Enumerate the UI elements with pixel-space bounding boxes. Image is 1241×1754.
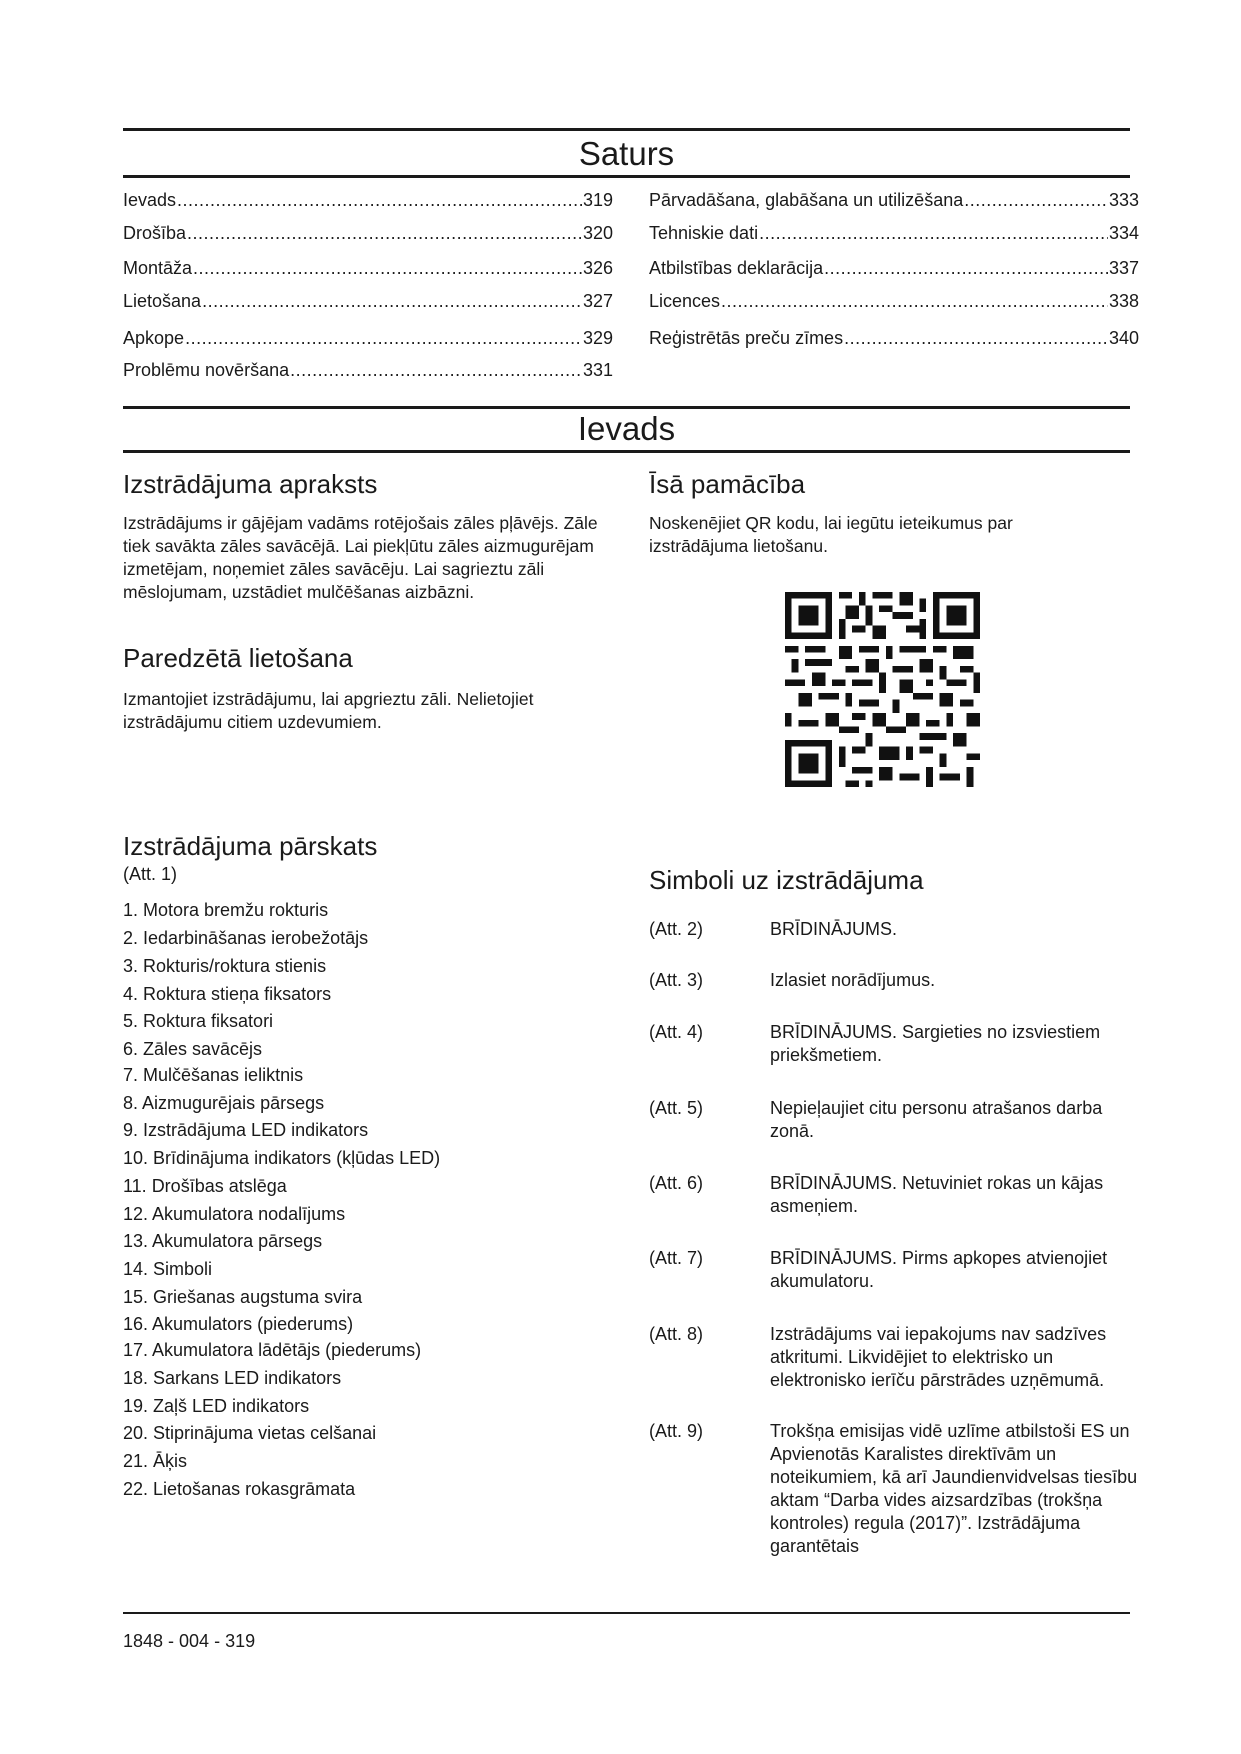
toc-entry[interactable] [649,190,1139,214]
symbol-ref: (Att. 8) [649,1324,704,1344]
toc-leader [187,223,582,244]
overview-item: 10. Brīdinājuma indikators (kļūdas LED) [123,1148,441,1168]
intended-use-text: Izmantojiet izstrādājumu, lai apgrieztu zāli. Nelietojiet izstrādājumu citiem uzdevumiem. [123,689,534,732]
toc-entry[interactable] [649,223,1139,247]
symbol-text: Trokšņa emisijas vidē uzlīme atbilstoši ES un Apvienotās Karalistes direktīvām un noteikumiem, kā arī Jaundienvidvelsas tiesību aktam “Darba vides aizsardzības (trokšņa kontroles) regula (2017)”. Izstrādājuma garantētais [770,1421,1138,1556]
toc-entry[interactable] [123,223,613,247]
symbol-text: BRĪDINĀJUMS. [770,919,898,939]
intended-use-heading: Paredzētā lietošana [123,643,353,673]
toc-entry-label: Atbilstības deklarācija [649,258,824,278]
toc-entry-page: 319 [582,190,613,210]
overview-item: 21. Āķis [123,1451,188,1471]
symbols-heading: Simboli uz izstrādājuma [649,865,924,895]
toc-entry-label: Problēmu novēršana [123,360,290,380]
toc-leader [759,223,1108,244]
toc-leader [290,360,582,381]
toc-entry-label: Tehniskie dati [649,223,759,243]
description-text: Izstrādājums ir gājējam vadāms rotējošais zāles pļāvējs. Zāle tiek savākta zāles savācējā. Lai piekļūtu zāles aizmugurējam izmetējam, noņemiet zāles savācēju. Lai sagrieztu zāli mēslojumam, uzstādiet mulčēšanas aizbāzni. [123,513,598,602]
symbol-ref: (Att. 6) [649,1173,704,1193]
toc-leader [193,258,582,279]
toc-leader [185,328,582,349]
page-number: 1848 - 004 - 319 [123,1631,256,1651]
symbol-ref: (Att. 5) [649,1098,704,1118]
toc-entry-label: Licences [649,291,721,311]
toc-entry-page: 329 [582,328,613,348]
symbol-ref: (Att. 3) [649,970,704,990]
toc-entry[interactable] [123,258,613,282]
overview-item: 6. Zāles savācējs [123,1039,263,1059]
symbol-text: Nepieļaujiet citu personu atrašanos darba zonā. [770,1098,1103,1141]
overview-item: 5. Roktura fiksatori [123,1011,274,1031]
quick-guide-heading: Īsā pamācība [649,469,806,499]
toc-leader [964,190,1108,211]
toc-entry-page: 340 [1108,328,1139,348]
toc-bottom-rule [123,175,1130,178]
toc-entry-page: 337 [1108,258,1139,278]
toc-entry-label: Ievads [123,190,177,210]
toc-entry-page: 331 [582,360,613,380]
quick-guide-text: Noskenējiet QR kodu, lai iegūtu ieteikumus par izstrādājuma lietošanu. [649,513,1013,556]
toc-leader [844,328,1108,349]
toc-entry[interactable] [123,291,613,315]
symbol-ref: (Att. 4) [649,1022,704,1042]
toc-entry-label: Lietošana [123,291,202,311]
symbol-text: BRĪDINĀJUMS. Sargieties no izsviestiem priekšmetiem. [770,1022,1101,1065]
toc-leader [721,291,1108,312]
qr-code-icon [785,592,980,787]
overview-item: 12. Akumulatora nodalījums [123,1204,346,1224]
toc-entry-label: Reģistrētās preču zīmes [649,328,844,348]
toc-entry-label: Pārvadāšana, glabāšana un utilizēšana [649,190,964,210]
footer-rule [123,1612,1130,1614]
overview-item: 11. Drošības atslēga [123,1176,287,1196]
overview-ref: (Att. 1) [123,864,178,884]
overview-item: 15. Griešanas augstuma svira [123,1287,363,1307]
toc-entry-label: Apkope [123,328,185,348]
overview-item: 20. Stiprinājuma vietas celšanai [123,1423,377,1443]
toc-leader [177,190,582,211]
overview-item: 16. Akumulators (piederums) [123,1314,354,1334]
overview-item: 8. Aizmugurējais pārsegs [123,1093,325,1113]
overview-item: 17. Akumulatora lādētājs (piederums) [123,1340,422,1360]
toc-entry-page: 326 [582,258,613,278]
symbol-text: BRĪDINĀJUMS. Pirms apkopes atvienojiet akumulatoru. [770,1248,1108,1291]
toc-leader [202,291,582,312]
overview-item: 4. Roktura stieņa fiksators [123,984,332,1004]
toc-entry[interactable] [649,291,1139,315]
toc-entry-page: 320 [582,223,613,243]
toc-entry-label: Drošība [123,223,187,243]
overview-item: 3. Rokturis/roktura stienis [123,956,327,976]
intro-title: Ievads [577,410,676,447]
toc-entry-page: 333 [1108,190,1139,210]
overview-item: 9. Izstrādājuma LED indikators [123,1120,369,1140]
intro-bottom-rule [123,450,1130,453]
toc-entry-label: Montāža [123,258,193,278]
symbol-ref: (Att. 7) [649,1248,704,1268]
toc-entry-page: 334 [1108,223,1139,243]
toc-top-rule [123,128,1130,131]
toc-entry-page: 327 [582,291,613,311]
overview-item: 18. Sarkans LED indikators [123,1368,342,1388]
overview-item: 13. Akumulatora pārsegs [123,1231,323,1251]
toc-entry[interactable] [649,328,1139,352]
toc-entry-page: 338 [1108,291,1139,311]
overview-item: 7. Mulčēšanas ieliktnis [123,1065,304,1085]
toc-entry[interactable] [123,190,613,214]
toc-entry[interactable] [123,360,613,384]
toc-title: Saturs [578,135,675,172]
symbol-text: Izlasiet norādījumus. [770,970,936,990]
overview-heading: Izstrādājuma pārskats [123,831,378,861]
overview-item: 14. Simboli [123,1259,213,1279]
overview-item: 1. Motora bremžu rokturis [123,900,329,920]
description-heading: Izstrādājuma apraksts [123,469,378,499]
overview-item: 22. Lietošanas rokasgrāmata [123,1479,356,1499]
symbol-text: BRĪDINĀJUMS. Netuviniet rokas un kājas asmeņiem. [770,1173,1104,1216]
toc-entry[interactable] [123,328,613,352]
toc-leader [824,258,1108,279]
symbol-text: Izstrādājums vai iepakojums nav sadzīves atkritumi. Likvidējiet to elektrisko un elektronisko ierīču pārstrādes uzņēmumā. [770,1324,1107,1390]
symbol-ref: (Att. 2) [649,919,704,939]
toc-entry[interactable] [649,258,1139,282]
overview-item: 2. Iedarbināšanas ierobežotājs [123,928,369,948]
overview-item: 19. Zaļš LED indikators [123,1396,310,1416]
symbol-ref: (Att. 9) [649,1421,704,1441]
